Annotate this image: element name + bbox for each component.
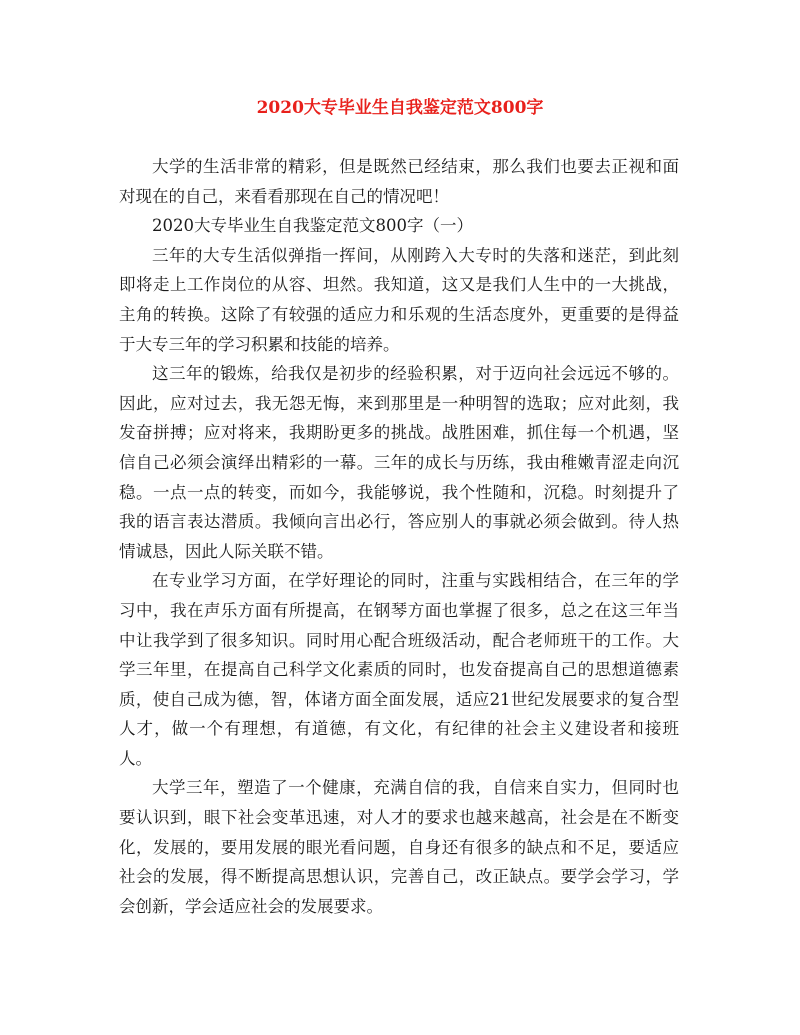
document-body: [119, 152, 679, 921]
body-paragraph: 三年的大专生活似弹指一挥间，从刚跨入大专时的失落和迷茫，到此刻即将走上工作岗位的从容、坦然。我知道，这又是我们人生中的一大挑战，主角的转换。这除了有较强的适应力和乐观的生活态度外，更重要的是得益于大专三年的学习积累和技能的培养。: [119, 245, 679, 354]
document-title: 2020大专毕业生自我鉴定范文800字: [256, 98, 544, 118]
intro-paragraph: 大学的生活非常的精彩，但是既然已经结束，那么我们也要去正视和面对现在的自己，来看看那现在自己的情况吧！: [119, 157, 679, 206]
body-paragraph: 在专业学习方面，在学好理论的同时，注重与实践相结合，在三年的学习中，我在声乐方面有所提高，在钢琴方面也掌握了很多，总之在这三年当中让我学到了很多知识。同时用心配合班级活动，配合老师班干的工作。大学三年里，在提高自己科学文化素质的同时，也发奋提高自己的思想道德素质，使自己成为德，智，体诸方面全面发展，适应21世纪发展要求的复合型人才，做一个有理想，有道德，有文化，有纪律的社会主义建设者和接班人。: [119, 571, 679, 768]
body-paragraph: 大学三年，塑造了一个健康，充满自信的我，自信来自实力，但同时也要认识到，眼下社会变革迅速，对人才的要求也越来越高，社会是在不断变化，发展的，要用发展的眼光看问题，自身还有很多的缺点和不足，要适应社会的发展，得不断提高思想认识，完善自己，改正缺点。要学会学习，学会创新，学会适应社会的发展要求。: [119, 778, 679, 916]
body-paragraph: 这三年的锻炼，给我仅是初步的经验积累，对于迈向社会远远不够的。因此，应对过去，我无怨无悔，来到那里是一种明智的选取；应对此刻，我发奋拼搏；应对将来，我期盼更多的挑战。战胜困难，抓住每一个机遇，坚信自己必须会演绎出精彩的一幕。三年的成长与历练，我由稚嫩青涩走向沉稳。一点一点的转变，而如今，我能够说，我个性随和，沉稳。时刻提升了我的语言表达潜质。我倾向言出必行，答应别人的事就必须会做到。待人热情诚恳，因此人际关联不错。: [119, 364, 679, 561]
section-heading: 2020大专毕业生自我鉴定范文800字（一）: [152, 216, 473, 236]
